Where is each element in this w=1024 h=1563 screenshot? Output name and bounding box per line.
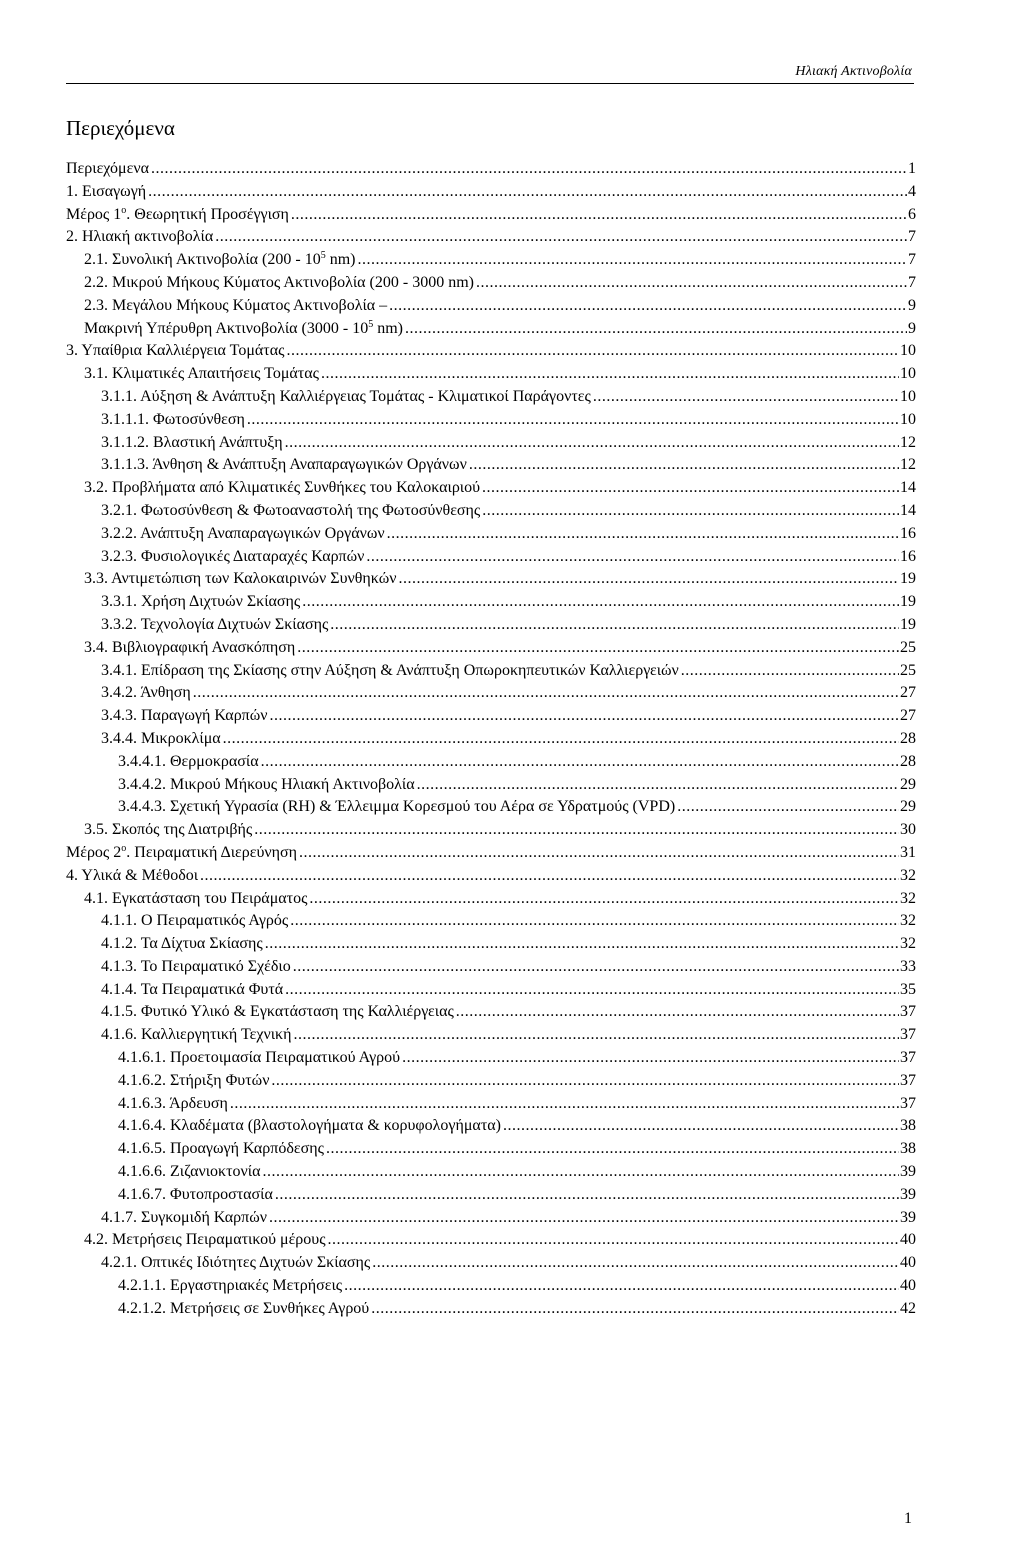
toc-entry-title — [118, 1047, 402, 1070]
toc-entry-page: 32 — [900, 935, 916, 953]
dot-leader — [285, 979, 899, 1002]
toc-entry-title-text: 3.4.1. Επίδραση της Σκίασης στην Αύξηση & Ανάπτυξη Οπωροκηπευτικών Καλλιεργειών — [101, 661, 679, 679]
toc-entry[interactable] — [66, 1252, 916, 1275]
toc-entry-title — [101, 682, 193, 705]
toc-entry[interactable] — [66, 591, 916, 614]
dot-leader — [681, 660, 899, 683]
dot-leader — [291, 204, 907, 227]
dot-leader — [269, 1207, 899, 1230]
toc-entry[interactable] — [66, 933, 916, 956]
toc-entry-page: 25 — [900, 661, 916, 679]
toc-entry-title-text: 3.5. Σκοπός της Διατριβής — [84, 821, 253, 839]
toc-entry-title-text: 4.1.2. Τα Δίχτυα Σκίασης — [101, 935, 263, 953]
dot-leader — [293, 956, 899, 979]
toc-entry-page: 9 — [908, 296, 916, 314]
toc-entry[interactable] — [66, 500, 916, 523]
toc-entry-title — [84, 637, 297, 660]
dot-leader — [503, 1115, 899, 1138]
toc-entry-title — [101, 1252, 372, 1275]
toc-entry[interactable] — [66, 1161, 916, 1184]
toc-entry-title-text: 3.1. Κλιματικές Απαιτήσεις Τομάτας — [84, 365, 319, 383]
toc-entry-title-text: 3.3.1. Χρήση Διχτυών Σκίασης — [101, 593, 301, 611]
dot-leader — [247, 409, 899, 432]
toc-entry-title-text: 4.2.1. Οπτικές Ιδιότητες Διχτυών Σκίασης — [101, 1254, 371, 1272]
toc-entry[interactable] — [66, 1229, 916, 1252]
toc-entry[interactable] — [66, 1207, 916, 1230]
table-of-contents — [66, 158, 916, 1321]
toc-entry-page: 30 — [900, 821, 916, 839]
dot-leader — [371, 1298, 899, 1321]
toc-entry-page: 25 — [900, 638, 916, 656]
dot-leader — [358, 249, 908, 272]
dot-leader — [215, 226, 907, 249]
toc-entry[interactable] — [66, 1298, 916, 1321]
toc-entry[interactable] — [66, 865, 916, 888]
dot-leader — [372, 1252, 899, 1275]
toc-entry-page: 7 — [908, 251, 916, 269]
toc-entry-page: 37 — [900, 1026, 916, 1044]
toc-entry-title — [118, 1138, 326, 1161]
toc-entry-title-text: 3.4.4. Μικροκλίμα — [101, 729, 221, 747]
page-number: 1 — [904, 1510, 912, 1527]
toc-entry[interactable] — [66, 979, 916, 1002]
toc-entry[interactable] — [66, 318, 916, 341]
toc-entry[interactable] — [66, 568, 916, 591]
dot-leader — [193, 682, 899, 705]
toc-entry-title — [101, 728, 223, 751]
toc-entry-title — [84, 568, 398, 591]
toc-entry-page: 37 — [900, 1094, 916, 1112]
dot-leader — [389, 295, 907, 318]
toc-entry[interactable] — [66, 728, 916, 751]
toc-entry-title-text: 4.2.1.1. Εργαστηριακές Μετρήσεις — [118, 1277, 343, 1295]
toc-entry-page: 4 — [908, 182, 916, 200]
toc-entry-title — [101, 614, 330, 637]
dot-leader — [265, 933, 899, 956]
toc-entry-title-text: 4.1.6.2. Στήριξη Φυτών — [118, 1071, 270, 1089]
toc-entry-page: 28 — [900, 752, 916, 770]
toc-entry-title-text: 4.1.1. Ο Πειραματικός Αγρός — [101, 912, 289, 930]
toc-entry-title-text: 4.2.1.2. Μετρήσεις σε Συνθήκες Αγρού — [118, 1299, 370, 1317]
toc-entry-title — [84, 295, 389, 318]
toc-entry-title — [118, 751, 261, 774]
dot-leader — [326, 1138, 899, 1161]
dot-leader — [286, 340, 899, 363]
dot-leader — [456, 1001, 899, 1024]
dot-leader — [328, 1229, 899, 1252]
toc-entry-title-text: 3.2.1. Φωτοσύνθεση & Φωτοαναστολή της Φωτοσύνθεσης — [101, 501, 481, 519]
toc-entry-page: 31 — [900, 843, 916, 861]
toc-entry[interactable] — [66, 910, 916, 933]
toc-entry-title-text: 3.4.4.2. Μικρού Μήκους Ηλιακή Ακτινοβολία — [118, 775, 415, 793]
toc-entry[interactable] — [66, 363, 916, 386]
dot-leader — [330, 614, 899, 637]
dot-leader — [366, 546, 899, 569]
toc-entry-page: 37 — [900, 1003, 916, 1021]
toc-entry-page: 19 — [900, 615, 916, 633]
toc-entry-title — [101, 409, 247, 432]
toc-entry[interactable] — [66, 1115, 916, 1138]
running-header: Ηλιακή Ακτινοβολία — [795, 64, 912, 79]
toc-entry-title-text: 4. Υλικά & Μέθοδοι — [66, 866, 199, 884]
toc-entry-title — [118, 1115, 503, 1138]
toc-entry-title — [84, 888, 309, 911]
toc-entry-title — [118, 1298, 371, 1321]
dot-leader — [230, 1093, 899, 1116]
toc-entry[interactable] — [66, 682, 916, 705]
toc-entry-page: 33 — [900, 957, 916, 975]
toc-entry-page: 37 — [900, 1071, 916, 1089]
toc-entry-title-text: 4.1.6.6. Ζιζανιοκτονία — [118, 1163, 261, 1181]
toc-entry-title — [101, 660, 681, 683]
toc-entry-title — [66, 842, 299, 865]
toc-entry-title-text: 4.1.5. Φυτικό Υλικό & Εγκατάσταση της Καλλιέργειας — [101, 1003, 454, 1021]
toc-entry[interactable] — [66, 751, 916, 774]
toc-entry[interactable] — [66, 432, 916, 455]
toc-entry-superscript: ο — [121, 204, 127, 216]
toc-entry-title-text: Μέρος 1 — [66, 205, 122, 223]
toc-entry-title — [101, 386, 593, 409]
toc-entry[interactable] — [66, 1093, 916, 1116]
toc-entry[interactable] — [66, 705, 916, 728]
toc-entry-title-text: 3.4. Βιβλιογραφική Ανασκόπηση — [84, 638, 296, 656]
toc-entry-title-text: 2.3. Μεγάλου Μήκους Κύματος Ακτινοβολία – — [84, 296, 388, 314]
toc-entry[interactable] — [66, 340, 916, 363]
toc-entry-title — [66, 158, 151, 181]
toc-entry-page: 9 — [908, 319, 916, 337]
dot-leader — [299, 842, 899, 865]
toc-entry-page: 12 — [900, 433, 916, 451]
toc-entry[interactable] — [66, 409, 916, 432]
toc-entry-title — [101, 910, 290, 933]
toc-entry[interactable] — [66, 295, 916, 318]
toc-entry-title — [101, 454, 469, 477]
toc-entry-title-text: nm) — [325, 251, 356, 269]
toc-entry-page: 35 — [900, 980, 916, 998]
toc-entry-title — [84, 249, 358, 272]
toc-entry-page: 6 — [908, 205, 916, 223]
toc-entry-title — [118, 1161, 262, 1184]
dot-leader — [398, 568, 899, 591]
toc-entry-page: 10 — [900, 365, 916, 383]
dot-leader — [417, 774, 899, 797]
toc-entry[interactable] — [66, 956, 916, 979]
toc-entry-title-text: 4.2. Μετρήσεις Πειραματικού μέρους — [84, 1231, 326, 1249]
toc-entry-page: 19 — [900, 570, 916, 588]
toc-entry-title-text: 4.1.6. Καλλιεργητική Τεχνική — [101, 1026, 292, 1044]
dot-leader — [302, 591, 899, 614]
toc-entry-page: 10 — [900, 410, 916, 428]
header-rule — [66, 83, 914, 84]
toc-entry-page: 37 — [900, 1049, 916, 1067]
toc-entry[interactable] — [66, 1138, 916, 1161]
toc-entry[interactable] — [66, 249, 916, 272]
dot-leader — [270, 705, 899, 728]
toc-entry-page: 42 — [900, 1299, 916, 1317]
toc-entry-title-text: . Θεωρητική Προσέγγιση — [126, 205, 289, 223]
toc-entry[interactable] — [66, 523, 916, 546]
toc-entry-title — [101, 956, 293, 979]
toc-entry-title-text: . Πειραματική Διερεύνηση — [126, 843, 297, 861]
toc-entry-page: 29 — [900, 775, 916, 793]
toc-entry-page: 14 — [900, 501, 916, 519]
toc-entry-page: 1 — [908, 160, 916, 177]
dot-leader — [476, 272, 907, 295]
toc-entry-title-text: 4.1.6.5. Προαγωγή Καρπόδεσης — [118, 1140, 324, 1158]
toc-entry[interactable] — [66, 1047, 916, 1070]
toc-entry-page: 38 — [900, 1140, 916, 1158]
toc-entry-title — [101, 705, 270, 728]
toc-entry-title-text: 3.2.2. Ανάπτυξη Αναπαραγωγικών Οργάνων — [101, 524, 385, 542]
toc-entry-title — [66, 865, 200, 888]
toc-entry-title-text: 3.2.3. Φυσιολογικές Διαταραχές Καρπών — [101, 547, 365, 565]
toc-entry[interactable] — [66, 660, 916, 683]
toc-entry-page: 16 — [900, 547, 916, 565]
toc-entry[interactable] — [66, 272, 916, 295]
toc-entry[interactable] — [66, 819, 916, 842]
toc-entry-title-text: 3.1.1.3. Άνθηση & Ανάπτυξη Αναπαραγωγικών Οργάνων — [101, 456, 467, 474]
toc-entry[interactable] — [66, 796, 916, 819]
toc-entry-title-text: 3. Υπαίθρια Καλλιέργεια Τομάτας — [66, 342, 285, 360]
toc-entry-title — [118, 774, 417, 797]
toc-entry-title — [66, 340, 286, 363]
toc-entry-page: 32 — [900, 912, 916, 930]
toc-entry-title-text: 4.1.3. Το Πειραματικό Σχέδιο — [101, 957, 291, 975]
toc-entry-title — [66, 181, 148, 204]
dot-leader — [285, 432, 899, 455]
dot-leader — [309, 888, 899, 911]
dot-leader — [223, 728, 899, 751]
toc-entry-title — [101, 500, 482, 523]
toc-entry-page: 39 — [900, 1163, 916, 1181]
toc-entry-title — [118, 796, 677, 819]
toc-entry[interactable] — [66, 1001, 916, 1024]
toc-entry[interactable] — [66, 774, 916, 797]
toc-entry-title — [101, 523, 387, 546]
toc-entry-title-text: 3.1.1. Αύξηση & Ανάπτυξη Καλλιέργειας Τομάτας - Κλιματικοί Παράγοντες — [101, 387, 591, 405]
dot-leader — [262, 1161, 899, 1184]
toc-entry-page: 38 — [900, 1117, 916, 1135]
toc-entry-page: 19 — [900, 593, 916, 611]
dot-leader — [387, 523, 899, 546]
toc-entry-title-text: 2. Ηλιακή ακτινοβολία — [66, 228, 214, 246]
toc-entry-title-text: 4.1.6.4. Κλαδέματα (βλαστολογήματα & κορυφολογήματα) — [118, 1117, 501, 1135]
toc-entry-title — [118, 1070, 271, 1093]
dot-leader — [151, 158, 907, 181]
toc-entry-page: 28 — [900, 729, 916, 747]
toc-entry-superscript: 5 — [368, 318, 374, 330]
dot-leader — [482, 477, 899, 500]
toc-entry-title-text: 4.1.6.7. Φυτοπροστασία — [118, 1185, 273, 1203]
toc-entry-title-text: Μακρινή Υπέρυθρη Ακτινοβολία (3000 - 10 — [84, 319, 369, 337]
toc-entry-page: 27 — [900, 684, 916, 702]
toc-entry-title-text: 3.3. Αντιμετώπιση των Καλοκαιρινών Συνθηκών — [84, 570, 397, 588]
dot-leader — [293, 1024, 899, 1047]
toc-entry[interactable] — [66, 204, 916, 227]
toc-entry-title-text: 3.4.2. Άνθηση — [101, 684, 191, 702]
toc-entry-title — [101, 546, 366, 569]
toc-entry-title-text: Μέρος 2 — [66, 843, 122, 861]
toc-entry-title — [118, 1184, 275, 1207]
toc-entry-page: 12 — [900, 456, 916, 474]
dot-leader — [271, 1070, 899, 1093]
toc-entry[interactable] — [66, 1184, 916, 1207]
toc-entry[interactable] — [66, 181, 916, 204]
toc-entry-superscript: ο — [121, 842, 127, 854]
toc-entry-page: 32 — [900, 866, 916, 884]
toc-entry-page: 39 — [900, 1185, 916, 1203]
dot-leader — [677, 796, 899, 819]
toc-entry-title — [84, 477, 482, 500]
toc-entry[interactable] — [66, 842, 916, 865]
toc-entry-page: 27 — [900, 707, 916, 725]
toc-entry-page: 40 — [900, 1231, 916, 1249]
toc-entry-page: 16 — [900, 524, 916, 542]
dot-leader — [290, 910, 899, 933]
toc-entry-title-text: 3.3.2. Τεχνολογία Διχτυών Σκίασης — [101, 615, 329, 633]
toc-entry-title — [101, 933, 265, 956]
toc-entry-title — [118, 1275, 344, 1298]
toc-entry-title-text: 3.4.4.1. Θερμοκρασία — [118, 752, 259, 770]
toc-entry-title-text: 3.2. Προβλήματα από Κλιματικές Συνθήκες του Καλοκαιριού — [84, 479, 481, 497]
toc-entry-title-text: nm) — [373, 319, 403, 337]
toc-entry[interactable] — [66, 637, 916, 660]
toc-entry-title — [84, 272, 476, 295]
toc-entry-title-text: 4.1. Εγκατάσταση του Πειράματος — [84, 889, 308, 907]
toc-entry[interactable] — [66, 477, 916, 500]
toc-entry-page: 10 — [900, 342, 916, 360]
toc-entry-page: 14 — [900, 479, 916, 497]
toc-entry[interactable] — [66, 888, 916, 911]
toc-entry-title-text: 4.1.7. Συγκομιδή Καρπών — [101, 1208, 267, 1226]
toc-entry-title — [84, 363, 321, 386]
toc-entry-title — [101, 1001, 456, 1024]
dot-leader — [469, 454, 899, 477]
dot-leader — [200, 865, 899, 888]
toc-entry-page: 29 — [900, 798, 916, 816]
toc-entry-title — [101, 432, 285, 455]
dot-leader — [402, 1047, 899, 1070]
dot-leader — [482, 500, 899, 523]
dot-leader — [344, 1275, 899, 1298]
toc-entry-title — [118, 1093, 230, 1116]
toc-title: Περιεχόμενα — [66, 116, 175, 140]
dot-leader — [275, 1184, 899, 1207]
toc-entry-title — [66, 226, 215, 249]
toc-entry-page: 7 — [908, 273, 916, 291]
dot-leader — [261, 751, 899, 774]
dot-leader — [297, 637, 899, 660]
toc-entry-page: 10 — [900, 387, 916, 405]
toc-entry-title-text: 3.1.1.1. Φωτοσύνθεση — [101, 410, 245, 428]
toc-entry-page: 40 — [900, 1254, 916, 1272]
toc-entry-title — [84, 1229, 328, 1252]
dot-leader — [148, 181, 907, 204]
toc-entry-title-text: 2.1. Συνολική Ακτινοβολία (200 - 10 — [84, 251, 321, 269]
toc-entry-page: 32 — [900, 889, 916, 907]
toc-entry-superscript: 5 — [320, 250, 326, 262]
toc-entry-title — [84, 318, 405, 341]
toc-entry-title-text: 4.1.4. Τα Πειραματικά Φυτά — [101, 980, 284, 998]
toc-entry[interactable] — [66, 454, 916, 477]
dot-leader — [405, 318, 907, 341]
toc-entry[interactable] — [66, 1275, 916, 1298]
toc-entry[interactable] — [66, 546, 916, 569]
toc-entry[interactable] — [66, 1070, 916, 1093]
toc-entry-title-text: 4.1.6.3. Άρδευση — [118, 1094, 228, 1112]
toc-entry-page: 7 — [908, 228, 916, 246]
toc-entry[interactable] — [66, 614, 916, 637]
dot-leader — [321, 363, 899, 386]
toc-entry[interactable] — [66, 386, 916, 409]
toc-entry-title — [101, 591, 302, 614]
toc-entry-title-text: Περιεχόμενα — [66, 160, 149, 177]
toc-entry-page: 39 — [900, 1208, 916, 1226]
toc-entry-title-text: 3.4.3. Παραγωγή Καρπών — [101, 707, 268, 725]
toc-entry-title — [84, 819, 254, 842]
toc-entry-title — [101, 1024, 293, 1047]
toc-entry-title-text: 3.4.4.3. Σχετική Υγρασία (RH) & Έλλειμμα Κορεσμού του Αέρα σε Υδρατμούς (VPD) — [118, 798, 676, 816]
dot-leader — [593, 386, 899, 409]
toc-entry-title-text: 2.2. Μικρού Μήκους Κύματος Ακτινοβολία (200 - 3000 nm) — [84, 273, 474, 291]
toc-entry-title — [66, 204, 291, 227]
toc-entry[interactable] — [66, 1024, 916, 1047]
toc-entry-title — [101, 979, 285, 1002]
toc-entry[interactable] — [66, 226, 916, 249]
toc-entry-title-text: 3.1.1.2. Βλαστική Ανάπτυξη — [101, 433, 283, 451]
toc-entry-title — [101, 1207, 269, 1230]
toc-entry-title-text: 4.1.6.1. Προετοιμασία Πειραματικού Αγρού — [118, 1049, 401, 1067]
toc-entry-page: 40 — [900, 1277, 916, 1295]
dot-leader — [254, 819, 899, 842]
toc-entry[interactable] — [66, 158, 916, 181]
toc-entry-title-text: 1. Εισαγωγή — [66, 182, 147, 200]
